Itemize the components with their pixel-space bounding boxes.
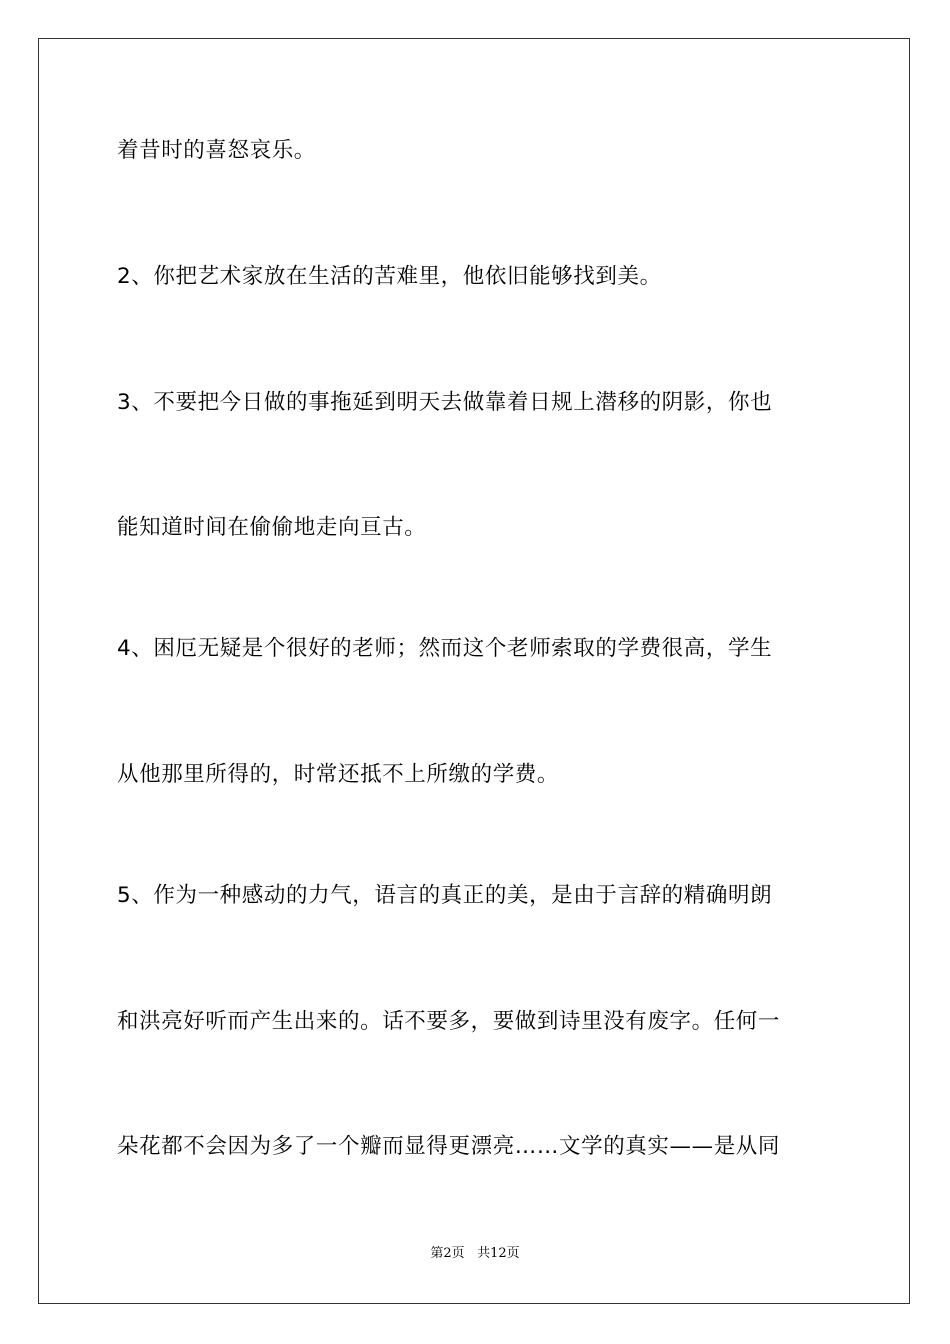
text-line: 4、困厄无疑是个很好的老师；然而这个老师索取的学费很高，学生 (117, 636, 773, 661)
text-line: 3、不要把今日做的事拖延到明天去做靠着日规上潜移的阴影，你也 (117, 390, 773, 415)
text-line: 着昔时的喜怒哀乐。 (117, 138, 316, 163)
text-line: 2、你把艺术家放在生活的苦难里，他依旧能够找到美。 (117, 264, 662, 289)
text-line: 朵花都不会因为多了一个瓣而显得更漂亮……文学的真实——是从同 (117, 1134, 781, 1159)
text-line: 5、作为一种感动的力气，语言的真正的美，是由于言辞的精确明朗 (117, 883, 773, 908)
text-line: 和洪亮好听而产生出来的。话不要多，要做到诗里没有废字。任何一 (117, 1009, 781, 1034)
page-total: 共12页 (477, 1246, 520, 1261)
text-line: 从他那里所得的，时常还抵不上所缴的学费。 (117, 762, 560, 787)
page-number: 第2页 (430, 1246, 465, 1261)
text-line: 能知道时间在偷偷地走向亘古。 (117, 515, 427, 540)
page-footer (0, 1245, 950, 1263)
page-frame (38, 38, 910, 1304)
